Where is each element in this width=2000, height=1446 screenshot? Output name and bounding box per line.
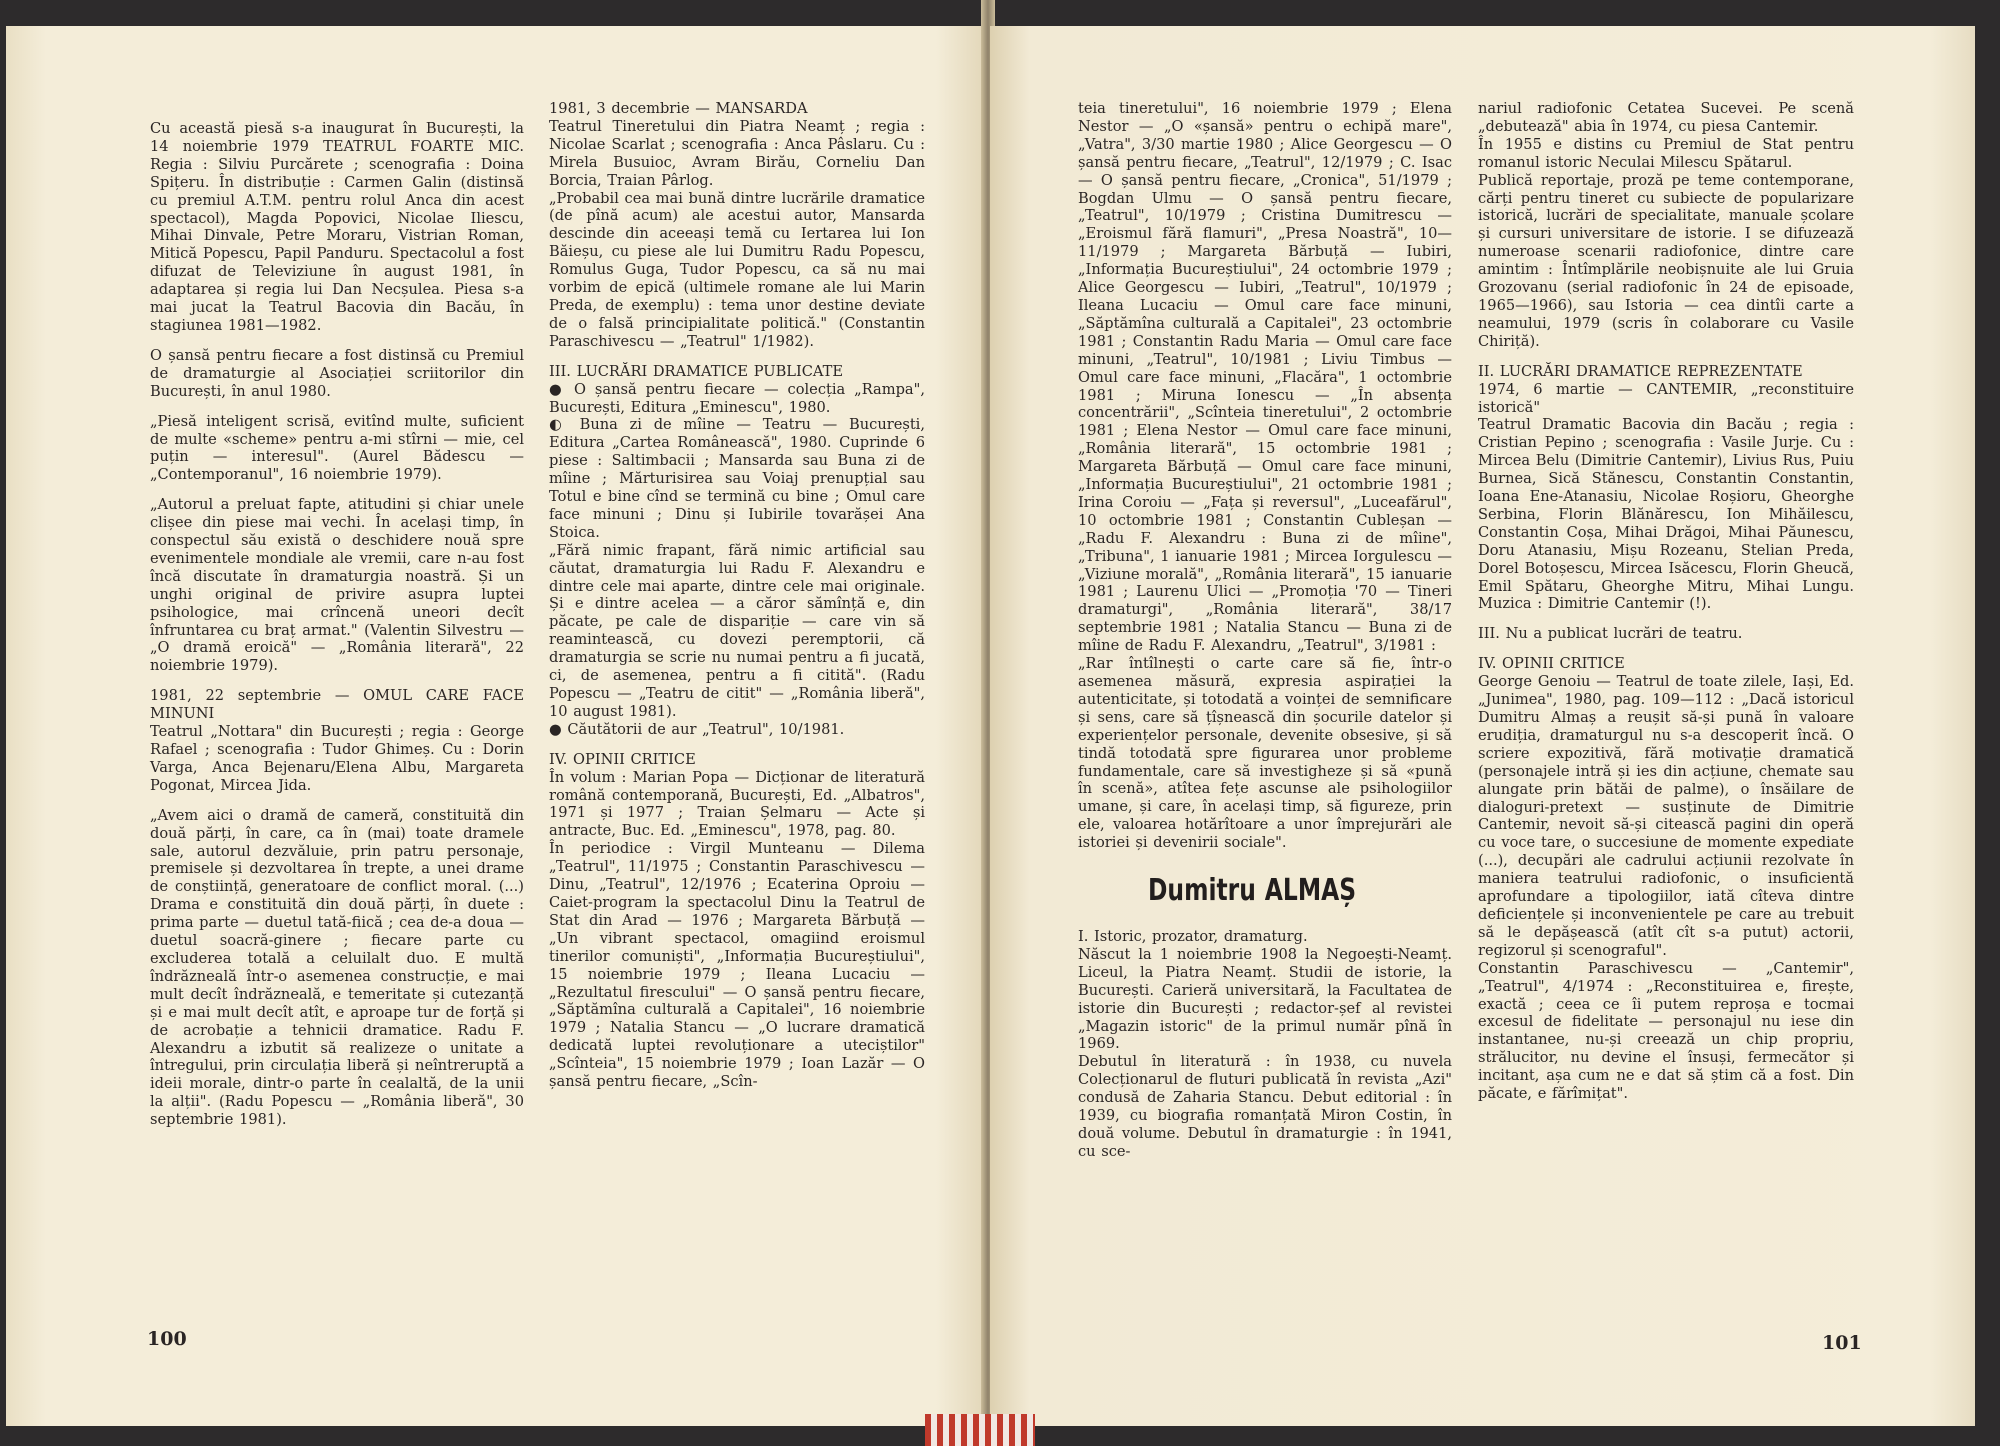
paragraph: O șansă pentru fiecare a fost distinsă cu Premiul de dramaturgie al Asociației scriitorilor din București, în anul 1980. <box>150 346 524 400</box>
paragraph: III. Nu a publicat lucrări de teatru. <box>1478 625 1743 643</box>
right-column-1 <box>1078 100 1452 1173</box>
paragraph: IV. OPINII CRITICE În volum : Marian Popa — Dicționar de literatură română contemporană, București, Ed. „Albatros", 1971 și 1977 ; Traian Șelmaru — Acte și antracte, Buc. Ed. „Eminescu", 1978, pag. 80. În periodice : Virgil Munteanu — Dilema „Teatrul", 11/1975 ; Constantin Paraschivescu — Dinu, „Teatrul", 12/1976 ; Ecaterina Oproiu — Caiet-program la spectacolul Dinu la Teatrul de Stat din Arad — 1976 ; Margareta Bărbuță — „Un vibrant spectacol, omagiind eroismul tinerilor comuniști", „Informația Bucureștiului", 15 noiembrie 1979 ; Ileana Lucaciu — „Rezultatul firescului" — O șansă pentru fiecare, „Săptămîna culturală a Capitalei", 16 noiembrie 1979 ; Natalia Stancu — „O lucrare dramatică dedicată luptei revoluționare a uteciștilor" „Scînteia", 15 noiembrie 1979 ; Ioan Lazăr — O șansă pentru fiecare, „Scîn- <box>549 750 925 1091</box>
paragraph: nariul radiofonic Cetatea Sucevei. Pe scenă „debutează" abia în 1974, cu piesa Cantemir. În 1955 e distins cu Premiul de Stat pentru romanul istoric Neculai Milescu Spătarul. Publică reportaje, proză pe teme contemporane, cărți pentru tineret cu subiecte de popularizare istorică, lucrări de specialitate, manuale școlare și cursuri universitare de istorie. I se difuzează numeroase scenarii radiofonice, dintre care amintim : Întîmplările neobișnuite ale lui Gruia Grozovanu (serial radiofonic în 24 de episoade, 1965—1966), sau Istoria — cea dintîi carte a neamului, 1979 (scris în colaborare cu Vasile Chiriță). <box>1478 100 1854 350</box>
right-column-2 <box>1478 100 1854 1115</box>
bookmark-ribbon <box>925 1414 1035 1446</box>
paragraph: „Avem aici o dramă de cameră, constituită din două părți, în care, ca în (mai) toate dramele sale, autorul dezvăluie, prin patru personaje, premisele și dezvoltarea în trepte, a unei drame de conștiință, generatoare de conflict moral. (...) Drama e constituită din două părți, în duete : prima parte — duetul tată-fiică ; cea de-a doua — duetul soacră-ginere ; fiecare parte cu excluderea totală a celuilalt duo. E multă îndrăzneală într-o asemenea construcție, e mai mult decît îndrăzneală, e temeritate și cutezanță și e mai mult decît atît, e aproape tur de forță și de acrobație a tehnicii dramatice. Radu F. Alexandru a izbutit să realizeze o unitate a întregului, prin circulația liberă și neîntreruptă a ideii morale, dintr-o parte în cealaltă, de la unii la alții". (Radu Popescu — „România liberă", 30 septembrie 1981). <box>150 806 524 1129</box>
paragraph: III. LUCRĂRI DRAMATICE PUBLICATE ● O șansă pentru fiecare — colecția „Rampa", București, Editura „Eminescu", 1980. ◐ Buna zi de mîine — Teatru — București, Editura „Cartea Românească", 1980. Cuprinde 6 piese : Saltimbacii ; Mansarda sau Buna zi de mîine ; Mărturisirea sau Voiaj prenupțial sau Totul e bine cînd se termină cu bine ; Omul care face minuni ; Dinu și Iubirile tovarășei Ana Stoica. „Fără nimic frapant, fără nimic artificial sau căutat, dramaturgia lui Radu F. Alexandru e dintre cele mai aparte, dintre cele mai originale. Și e dintre acelea — a căror sămînță e, din păcate, pe cale de dispariție — care vin să reamintească, cu dovezi peremptorii, că dramaturgia se scrie nu numai pentru a fi jucată, ci, de asemenea, pentru a fi citită". (Radu Popescu — „Teatru de citit" — „România liberă", 10 august 1981). ● Căutătorii de aur „Teatrul", 10/1981. <box>549 362 925 738</box>
author-heading: Dumitru ALMAȘ <box>1148 873 1357 909</box>
paragraph: 1981, 22 septembrie — OMUL CARE FACE MINUNI Teatrul „Nottara" din București ; regia : George Rafael ; scenografia : Tudor Ghimeș. Cu : Dorin Varga, Anca Bejenaru/Elena Albu, Margareta Pogonat, Mircea Jida. <box>150 687 524 794</box>
paragraph: I. Istoric, prozator, dramaturg. Născut la 1 noiembrie 1908 la Negoești-Neamț. Liceul, la Piatra Neamț. Studii de istorie, la București. Carieră universitară, la Facultatea de istorie din București ; redactor-șef al revistei „Magazin istoric" de la primul număr pînă în 1969. Debutul în literatură : în 1938, cu nuvela Colecționarul de fluturi publicată în revista „Azi" condusă de Zaharia Stancu. Debut editorial : în 1939, cu biografia romanțată Miron Costin, în două volume. Debutul în dramaturgie : în 1941, cu sce- <box>1078 927 1452 1160</box>
left-page <box>6 26 986 1426</box>
paragraph: II. LUCRĂRI DRAMATICE REPREZENTATE 1974, 6 martie — CANTEMIR, „reconstituire istorică" Teatrul Dramatic Bacovia din Bacău ; regia : Cristian Pepino ; scenografia : Vasile Jurje. Cu : Mircea Belu (Dimitrie Cantemir), Livius Rus, Puiu Burnea, Sică Stănescu, Constantin Constantin, Ioana Ene-Atanasiu, Nicolae Roșioru, Gheorghe Serbina, Florin Blănărescu, Ion Mihăilescu, Constantin Coșa, Mihai Drăgoi, Mihai Păunescu, Doru Atanasiu, Mișu Rozeanu, Stelian Preda, Dorel Botoșescu, Mircea Isăcescu, Florin Gheucă, Emil Spătaru, Gheorghe Mitru, Mihai Lungu. Muzica : Dimitrie Cantemir (!). <box>1478 362 1854 613</box>
page-number: 101 <box>1822 1332 1862 1354</box>
page-number: 100 <box>147 1328 187 1350</box>
paragraph: IV. OPINII CRITICE George Genoiu — Teatrul de toate zilele, Iași, Ed. „Junimea", 1980, pag. 109—112 : „Dacă istoricul Dumitru Almaș a reușit să-și pună în valoare erudiția, dramaturgul nu s-a descoperit încă. O scriere expozitivă, fără motivație dramatică (personajele intră și ies din acțiune, chemate sau alungate prin bătăi de palme), o însăilare de dialoguri-pretext — susținute de Dimitrie Cantemir, nevoit să-și citească pagini din operă cu voce tare, o succesiune de momente expediate (...), decupări ale cadrului acțiunii rezolvate în maniera teatrului radiofonic, o insuficientă aprofundare a tipologiilor, iată cîteva dintre deficiențele și inconvenientele pe care au trebuit să le depășească (atît cît s-a putut) actorii, regizorul și scenograful". Constantin Paraschivescu — „Cantemir", „Teatrul", 4/1974 : „Reconstituirea e, firește, exactă ; ceea ce îi putem reproșa e tocmai excesul de fidelitate — personajul nu iese din instantanee, nu-și creează un chip propriu, strălucitor, nu devine el însuși, fermecător și incitant, așa cum ne e dat să știm că a fost. Din păcate, e fărîmițat". <box>1478 655 1854 1103</box>
paragraph: „Autorul a preluat fapte, atitudini și chiar unele clișee din piese mai vechi. În același timp, în conspectul său există o deschidere nouă spre evenimentele mondiale ale vremii, care n-au fost încă discutate în dramaturgia noastră. Și un unghi original de privire asupra luptei psihologice, mai crîncenă uneori decît înfruntarea cu braț armat." (Valentin Silvestru — „O dramă eroică" — „România literară", 22 noiembrie 1979). <box>150 496 524 675</box>
paragraph: 1981, 3 decembrie — MANSARDA Teatrul Tineretului din Piatra Neamț ; regia : Nicolae Scarlat ; scenografia : Anca Pâslaru. Cu : Mirela Busuioc, Avram Birău, Corneliu Dan Borcia, Traian Pârlog. „Probabil cea mai bună dintre lucrările dramatice (de pînă acum) ale acestui autor, Mansarda descinde din aceeași temă cu Iertarea lui Ion Băieșu, cu piese ale lui Dumitru Radu Popescu, Romulus Guga, Tudor Popescu, ca să nu mai vorbim de epică (ultimele romane ale lui Marin Preda, de exemplu) : tema unor destine deviate de o falsă principialitate politică." (Constantin Paraschivescu — „Teatrul" 1/1982). <box>549 100 925 350</box>
paragraph: „Piesă inteligent scrisă, evitînd multe, suficient de multe «scheme» pentru a-mi stîrni — mie, cel puțin — interesul". (Aurel Bădescu — „Contemporanul", 16 noiembrie 1979). <box>150 412 524 484</box>
right-page <box>990 26 1975 1426</box>
left-column-2 <box>549 100 925 1103</box>
left-column-1 <box>150 120 524 1141</box>
paragraph: teia tineretului", 16 noiembrie 1979 ; Elena Nestor — „O «șansă» pentru o echipă mare", „Vatra", 3/30 martie 1980 ; Alice Georgescu — O șansă pentru fiecare, „Teatrul", 12/1979 ; C. Isac — O șansă pentru fiecare, „Cronica", 51/1979 ; Bogdan Ulmu — O șansă pentru fiecare, „Teatrul", 10/1979 ; Cristina Dumitrescu — „Eroismul fără flamuri", „Presa Noastră", 10—11/1979 ; Margareta Bărbuță — Iubiri, „Informația Bucureștiului", 24 octombrie 1979 ; Alice Georgescu — Iubiri, „Teatrul", 10/1979 ; Ileana Lucaciu — Omul care face minuni, „Săptămîna culturală a Capitalei", 23 octombrie 1981 ; Constantin Radu Maria — Omul care face minuni, „Teatrul", 10/1981 ; Liviu Timbus — Omul care face minuni, „Flacăra", 1 octombrie 1981 ; Miruna Ionescu — „În absența concentrării", „Scînteia tineretului", 2 octombrie 1981 ; Elena Nestor — Omul care face minuni, „România literară", 15 octombrie 1981 ; Margareta Bărbuță — Omul care face minuni, „Informația Bucureștiului", 21 octombrie 1981 ; Irina Coroiu — „Fața și reversul", „Luceafărul", 10 octombrie 1981 ; Constantin Cubleșan — „Radu F. Alexandru : Buna zi de mîine", „Tribuna", 1 ianuarie 1981 ; Mircea Iorgulescu — „Viziune morală", „România literară", 15 ianuarie 1981 ; Laurenu Ulici — „Promoția '70 — Tineri dramaturgi", „România literară", 38/17 septembrie 1981 ; Natalia Stancu — Buna zi de mîine de Radu F. Alexandru, „Teatrul", 3/1981 : „Rar întîlnești o carte care să fie, într-o asemenea măsură, expresia aspirației la autenticitate, și totodată a voinței de semnificare și sens, care să țîșnească din șocurile datelor și experiențelor personale, devenite obsesive, și să tindă totodată spre figurarea unor probleme fundamentale, care să investigheze și să «pună în scenă», atîtea fețe ascunse ale psihologiilor umane, și care, în același timp, să figureze, prin ele, valoarea hotărîtoare a unor împrejurări ale istoriei și devenirii sociale". <box>1078 100 1452 852</box>
paragraph: Cu această piesă s-a inaugurat în București, la 14 noiembrie 1979 TEATRUL FOARTE MIC. Regia : Silviu Purcărete ; scenografia : Doina Spițeru. În distribuție : Carmen Galin (distinsă cu premiul A.T.M. pentru rolul Anca din acest spectacol), Magda Popovici, Nicolae Iliescu, Mihai Dinvale, Petre Moraru, Vistrian Roman, Mitică Popescu, Papil Panduru. Spectacolul a fost difuzat de Televiziune în august 1981, în adaptarea și regia lui Dan Necșulea. Piesa s-a mai jucat la Teatrul Bacovia din Bacău, în stagiunea 1981—1982. <box>150 120 524 334</box>
